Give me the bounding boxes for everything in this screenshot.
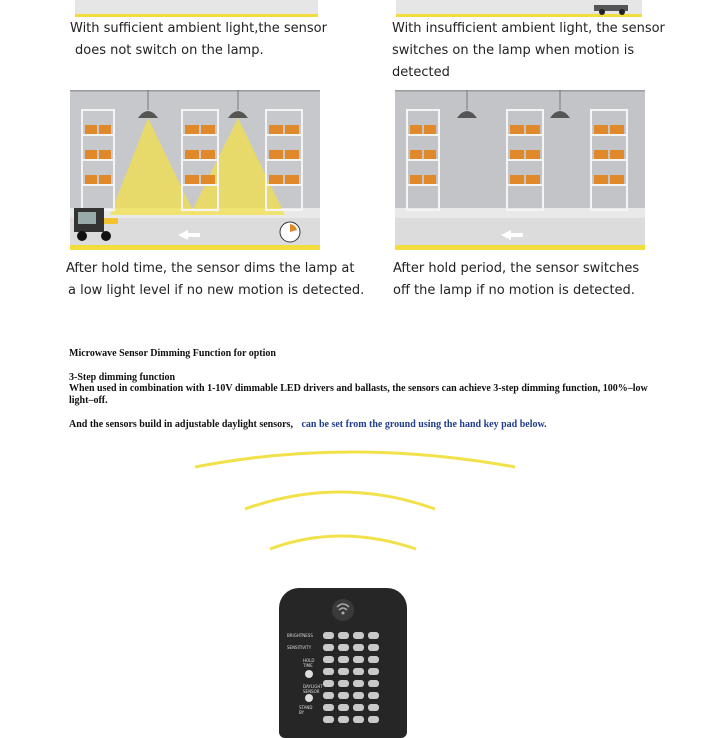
remote-key[interactable] xyxy=(368,644,379,651)
remote-key[interactable] xyxy=(353,656,364,663)
remote-key[interactable] xyxy=(323,656,334,663)
remote-key[interactable] xyxy=(353,692,364,699)
remote-round-button[interactable] xyxy=(305,670,313,678)
remote-key[interactable] xyxy=(323,632,334,639)
remote-key[interactable] xyxy=(353,632,364,639)
hand-key-pad-remote xyxy=(279,588,407,738)
forklift-icon xyxy=(590,0,640,10)
signal-waves-icon xyxy=(190,445,520,555)
caption-top-right: With insufficient ambient light, the sensor switches on the lamp when motion is detected xyxy=(392,21,665,80)
remote-key[interactable] xyxy=(338,656,349,663)
remote-label-stand-by: STAND BY xyxy=(299,705,313,715)
remote-key[interactable] xyxy=(323,692,334,699)
remote-round-button[interactable] xyxy=(305,694,313,702)
remote-key[interactable] xyxy=(368,668,379,675)
daylight-text: And the sensors build in adjustable daylight sensors, xyxy=(69,419,293,430)
remote-signal-icon xyxy=(329,596,357,622)
remote-key[interactable] xyxy=(323,680,334,687)
remote-key[interactable] xyxy=(368,656,379,663)
remote-key[interactable] xyxy=(338,644,349,651)
remote-key[interactable] xyxy=(353,644,364,651)
remote-key[interactable] xyxy=(323,668,334,675)
remote-label-sensitivity: SENSITIVITY xyxy=(287,645,312,650)
caption-top-left: With sufficient ambient light,the sensor does not switch on the lamp. xyxy=(70,21,327,58)
remote-key[interactable] xyxy=(323,704,334,711)
remote-key[interactable] xyxy=(338,668,349,675)
remote-label-daylight-sensor: DAYLIGHT SENSOR xyxy=(303,684,323,694)
top-left-illustration-strip xyxy=(75,0,318,17)
remote-key[interactable] xyxy=(368,680,379,687)
remote-key[interactable] xyxy=(323,644,334,651)
remote-label-brightness: BRIGHTNESS xyxy=(287,633,313,638)
remote-key[interactable] xyxy=(368,692,379,699)
remote-key[interactable] xyxy=(338,680,349,687)
remote-label-hold-time: HOLD TIME xyxy=(303,658,315,668)
remote-key[interactable] xyxy=(353,704,364,711)
warehouse-off-illustration xyxy=(395,90,645,250)
section-body-line2: light–off. xyxy=(69,395,108,406)
remote-key[interactable] xyxy=(338,692,349,699)
remote-key[interactable] xyxy=(353,668,364,675)
caption-mid-right: After hold period, the sensor switches off the lamp if no motion is detected. xyxy=(393,261,640,298)
remote-key[interactable] xyxy=(368,632,379,639)
warehouse-dim-illustration xyxy=(70,90,320,250)
remote-key[interactable] xyxy=(338,632,349,639)
section-subtitle: 3-Step dimming function xyxy=(69,372,176,383)
caption-mid-left: After hold time, the sensor dims the lamp at a low light level if no new motion is detected. xyxy=(66,261,365,298)
remote-key[interactable] xyxy=(368,704,379,711)
remote-key[interactable] xyxy=(353,680,364,687)
section-body-line1: When used in combination with 1-10V dimmable LED drivers and ballasts, the sensors can achieve 3-step dimming function, 100%–low xyxy=(69,383,648,394)
remote-key[interactable] xyxy=(338,704,349,711)
section-title: Microwave Sensor Dimming Function for option xyxy=(69,348,276,359)
daylight-sentence xyxy=(69,419,547,430)
daylight-highlight: can be set from the ground using the hand key pad below. xyxy=(301,419,547,430)
